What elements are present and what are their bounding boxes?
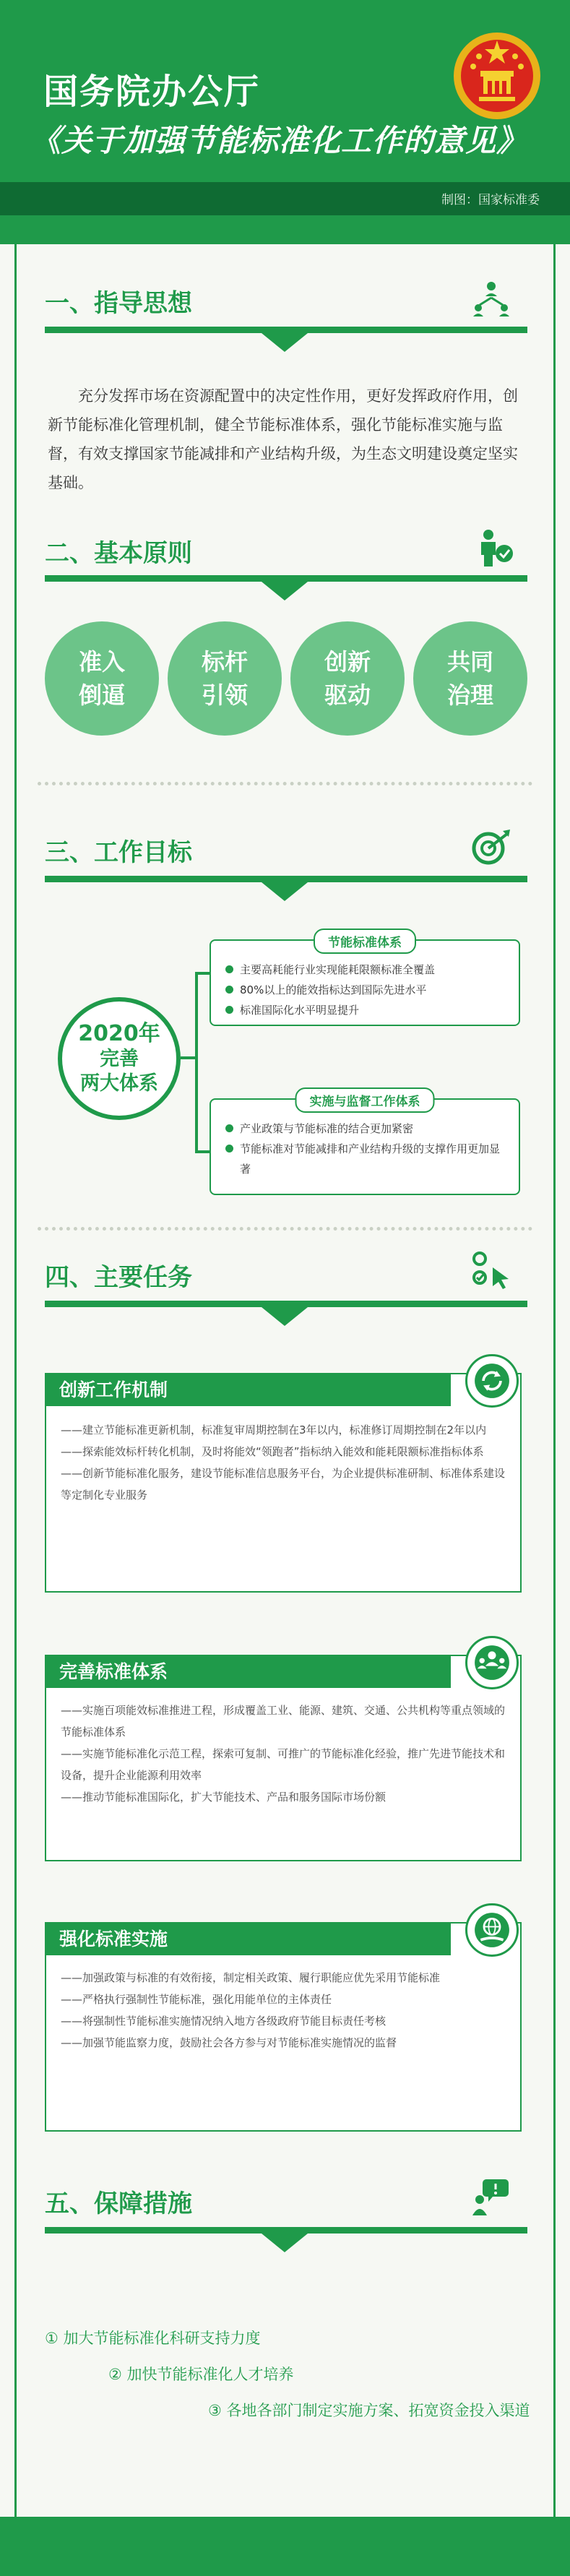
- goal-box-standards: [210, 936, 520, 1026]
- goal-item: 标准国际化水平明显提升: [224, 1000, 507, 1020]
- header-bottom-band: [0, 215, 570, 244]
- chat-person-icon: [471, 2176, 511, 2217]
- section-pointer: [262, 333, 308, 352]
- section-title-safeguards: 五、保障措施: [45, 2189, 192, 2218]
- task-line: ——严格执行强制性节能标准，强化用能单位的主体责任: [61, 1993, 332, 2006]
- section-pointer: [262, 882, 308, 901]
- tasks-cursor-icon: [471, 1250, 511, 1291]
- section-divider: [45, 2227, 527, 2233]
- section-title-goals: 三、工作目标: [45, 838, 192, 867]
- section-title-tasks: 四、主要任务: [45, 1263, 192, 1292]
- frame-border-left: [14, 244, 17, 2517]
- principle-line: 驱动: [324, 681, 371, 709]
- task-line: ——将强制性节能标准实施情况纳入地方各级政府节能目标责任考核: [61, 2015, 387, 2028]
- task-card-title: 完善标准体系: [46, 1656, 451, 1688]
- person-check-icon: [475, 527, 516, 568]
- section-divider: [45, 575, 527, 582]
- goal-line: 两大体系: [80, 1072, 158, 1095]
- goal-connector: [181, 1056, 197, 1059]
- section-divider: [45, 327, 527, 333]
- task-card-title: 创新工作机制: [46, 1374, 451, 1406]
- task-card-body: [61, 1967, 509, 2054]
- header-title: 国务院办公厅: [43, 72, 261, 112]
- header-banner: [0, 0, 570, 182]
- target-arrow-icon: [471, 827, 511, 867]
- task-card-body: [61, 1700, 509, 1808]
- footer-band: [0, 2517, 570, 2576]
- gear-cycle-icon: [465, 1354, 519, 1408]
- section-divider: [45, 876, 527, 882]
- principle-circle: [168, 621, 282, 736]
- task-card: [45, 1373, 522, 1593]
- goal-connector: [195, 1150, 211, 1153]
- task-card: [45, 1655, 522, 1861]
- goal-year: 2020年: [78, 1021, 160, 1046]
- dotted-separator: [38, 782, 532, 785]
- team-icon: [465, 1636, 519, 1689]
- section-divider: [45, 1301, 527, 1307]
- task-card-title: 强化标准实施: [46, 1924, 451, 1955]
- task-line: ——推动节能标准国际化，扩大节能技术、产品和服务国际市场份额: [61, 1791, 387, 1804]
- people-network-icon: [471, 279, 511, 319]
- principle-line: 标杆: [201, 648, 248, 676]
- task-line: ——加强节能监察力度，鼓励社会各方参与对节能标准实施情况的监督: [61, 2036, 397, 2049]
- national-emblem-icon: [452, 30, 543, 121]
- task-line: ——实施节能标准化示范工程，探索可复制、可推广的节能标准化经验，推广先进节能技术和设备，提升企业能源利用效率: [61, 1747, 506, 1782]
- principle-line: 引领: [201, 681, 248, 709]
- goal-connector: [195, 972, 198, 1153]
- principle-circle: [413, 621, 527, 736]
- task-line: ——加强政策与标准的有效衔接，制定相关政策、履行职能应优先采用节能标准: [61, 1971, 441, 1984]
- safeguard-item: ① 加大节能标准化科研支持力度: [45, 2330, 261, 2347]
- principle-line: 治理: [446, 681, 493, 709]
- goal-item: 产业政策与节能标准的结合更加紧密: [224, 1119, 507, 1139]
- task-card: [45, 1922, 522, 2132]
- goal-box-implementation: [210, 1095, 520, 1195]
- guiding-paragraph: 充分发挥市场在资源配置中的决定性作用，更好发挥政府作用，创新节能标准化管理机制，健全节能标准体系，强化节能标准实施与监督，有效支撑国家节能减排和产业结构升级，为生态文明建设奠定坚实基础。: [48, 387, 518, 491]
- principle-line: 倒逼: [78, 681, 125, 709]
- header-credit: 制图：国家标准委: [441, 193, 540, 207]
- principle-line: 共同: [446, 648, 493, 676]
- section-title-principles: 二、基本原则: [45, 539, 192, 568]
- globe-hand-icon: [465, 1903, 519, 1957]
- section-pointer: [262, 2233, 308, 2252]
- goal-tag: 节能标准体系: [314, 929, 416, 954]
- header-subtitle: 《关于加强节能标准化工作的意见》: [30, 123, 528, 158]
- dotted-separator: [38, 1227, 532, 1231]
- goal-item: 主要高耗能行业实现能耗限额标准全覆盖: [224, 960, 507, 980]
- task-line: ——实施百项能效标准推进工程，形成覆盖工业、能源、建筑、交通、公共机构等重点领域的节能标准体系: [61, 1704, 506, 1739]
- task-line: ——建立节能标准更新机制，标准复审周期控制在3年以内，标准修订周期控制在2年以内: [61, 1423, 487, 1436]
- section-pointer: [262, 1307, 308, 1326]
- principle-circle: [290, 621, 405, 736]
- goal-tag: 实施与监督工作体系: [295, 1087, 435, 1113]
- task-line: ——创新节能标准化服务，建设节能标准信息服务平台，为企业提供标准研制、标准体系建设等定制化专业服务: [61, 1467, 506, 1502]
- goal-connector: [195, 972, 211, 975]
- goal-item: 节能标准对节能减排和产业结构升级的支撑作用更加显著: [224, 1139, 507, 1179]
- frame-border-right: [553, 244, 556, 2517]
- principles-row: [45, 621, 529, 751]
- section-pointer: [262, 582, 308, 600]
- goal-item: 80%以上的能效指标达到国际先进水平: [224, 980, 507, 1000]
- principle-line: 准入: [78, 648, 125, 676]
- principle-line: 创新: [324, 648, 371, 676]
- task-card-body: [61, 1419, 509, 1506]
- task-line: ——探索能效标杆转化机制，及时将能效“领跑者”指标纳入能效和能耗限额标准指标体系: [61, 1445, 484, 1458]
- goal-line: 完善: [100, 1048, 139, 1070]
- principle-circle: [45, 621, 159, 736]
- section-title-guiding: 一、指导思想: [45, 289, 192, 318]
- safeguard-item: ② 加快节能标准化人才培养: [108, 2366, 294, 2383]
- safeguard-item: ③ 各地各部门制定实施方案、拓宽资金投入渠道: [208, 2402, 530, 2419]
- goal-2020-circle: [58, 997, 181, 1120]
